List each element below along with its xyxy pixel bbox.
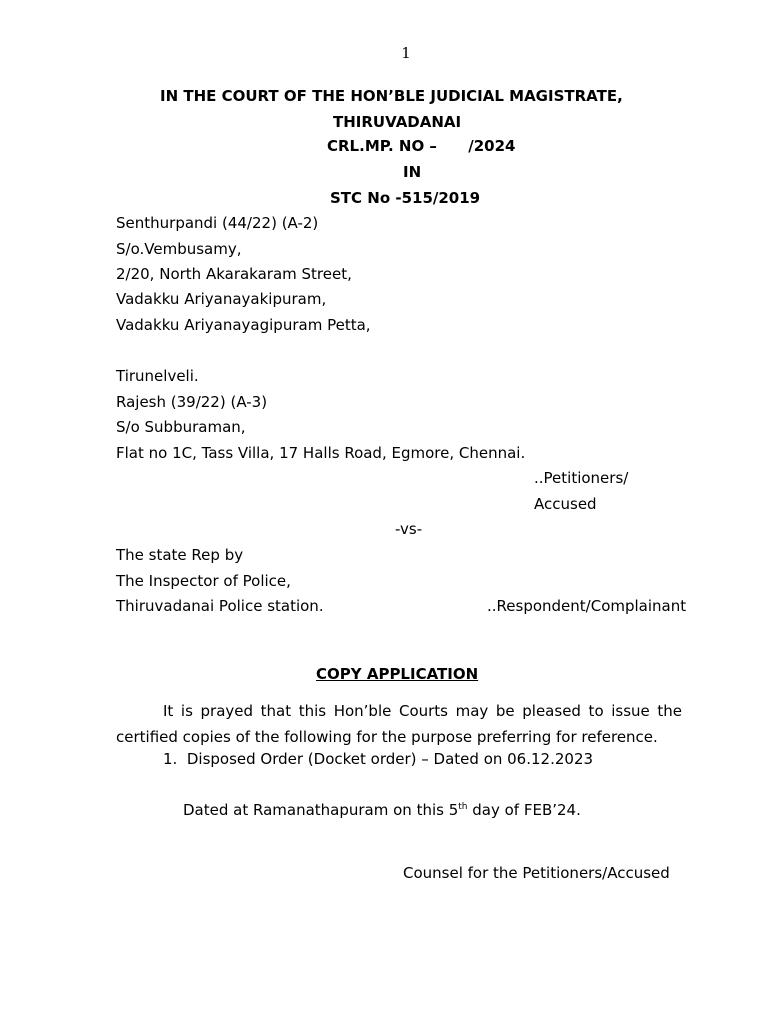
respondent-line: The state Rep by <box>116 546 244 564</box>
list-item: 1. Disposed Order (Docket order) – Dated on 06.12.2023 <box>163 750 594 768</box>
court-heading-line2: THIRUVADANAI <box>333 113 462 131</box>
dated-superscript: th <box>458 802 468 812</box>
petitioner-role: Accused <box>534 495 597 513</box>
stc-number: STC No -515/2019 <box>330 189 481 207</box>
court-heading-line1: IN THE COURT OF THE HON’BLE JUDICIAL MAGISTRATE, <box>160 87 623 105</box>
petitioner-line: Rajesh (39/22) (A-3) <box>116 393 268 411</box>
petitioner-line: 2/20, North Akarakaram Street, <box>116 265 352 283</box>
signature-line: Counsel for the Petitioners/Accused <box>403 864 670 882</box>
dated-prefix: Dated at Ramanathapuram on this 5 <box>183 801 459 819</box>
application-title: COPY APPLICATION <box>316 665 479 683</box>
case-number: CRL.MP. NO – /2024 <box>327 137 516 155</box>
petitioner-line: S/o Subburaman, <box>116 418 246 436</box>
page-number: 1 <box>401 44 411 62</box>
in-line: IN <box>403 163 422 181</box>
respondent-line: Thiruvadanai Police station. <box>116 597 324 615</box>
respondent-line: The Inspector of Police, <box>116 572 291 590</box>
petitioner-line: Senthurpandi (44/22) (A-2) <box>116 214 319 232</box>
respondent-role: ..Respondent/Complainant <box>487 597 687 615</box>
prayer-paragraph: It is prayed that this Hon’ble Courts may be pleased to issue the certified copies of the following for the purpose preferring for reference. <box>116 702 682 746</box>
petitioner-line: S/o.Vembusamy, <box>116 240 242 258</box>
dated-line <box>183 801 581 819</box>
dated-suffix: day of FEB’24. <box>467 801 581 819</box>
petitioner-line: Tirunelveli. <box>116 367 199 385</box>
versus-label: -vs- <box>395 520 423 538</box>
petitioner-role: ..Petitioners/ <box>534 469 629 487</box>
petitioner-line: Vadakku Ariyanayagipuram Petta, <box>116 316 371 334</box>
petitioner-line: Vadakku Ariyanayakipuram, <box>116 290 327 308</box>
petitioner-line: Flat no 1C, Tass Villa, 17 Halls Road, Egmore, Chennai. <box>116 444 526 462</box>
